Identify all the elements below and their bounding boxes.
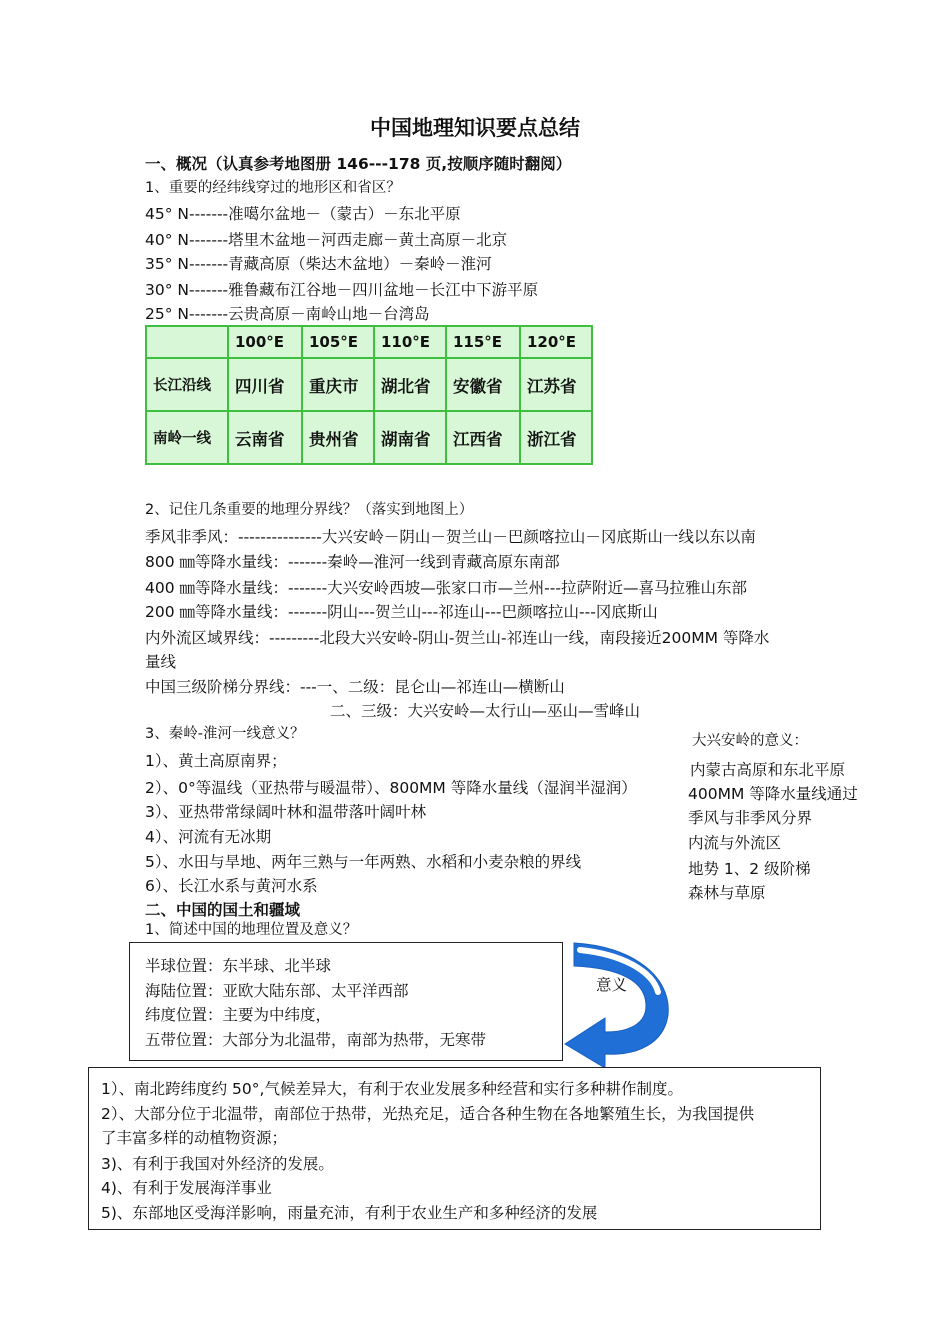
table-cell: 湖北省 (374, 358, 446, 411)
question-3: 3、秦岭-淮河一线意义？ (145, 726, 305, 742)
meaning-item: 5)、东部地区受海洋影响，雨量充沛，有利于农业生产和多种经济的发展 (101, 1204, 598, 1222)
table-header-cell: 105°E (302, 326, 374, 358)
daxinganling-item: 内流与外流区 (688, 834, 782, 852)
section2-heading: 二、中国的国土和疆域 (145, 901, 301, 919)
table-header-cell: 110°E (374, 326, 446, 358)
boundary-line: 400 ㎜等降水量线：-------大兴安岭西坡—张家口市—兰州---拉萨附近—喜马拉雅山东部 (145, 579, 747, 597)
boundary-line: 量线 (145, 653, 177, 671)
qinling-item: 5）、水田与旱地、两年三熟与一年两熟、水稻和小麦杂粮的界线 (145, 853, 582, 871)
boundary-line: 800 ㎜等降水量线：-------秦岭—淮河一线到青藏高原东南部 (145, 553, 560, 571)
boundary-line: 季风非季风：---------------大兴安岭－阴山－贺兰山－巴颜喀拉山－冈底斯山一线以东以南 (145, 528, 756, 546)
table-cell: 云南省 (228, 411, 302, 464)
daxinganling-item: 地势 1、2 级阶梯 (688, 860, 811, 878)
daxinganling-item: 森林与草原 (688, 884, 766, 902)
table-row-label: 长江沿线 (146, 358, 228, 411)
curved-arrow-icon (560, 940, 680, 1070)
position-box (129, 942, 563, 1061)
boundary-line: 200 ㎜等降水量线：-------阴山---贺兰山---祁连山---巴颜喀拉山---冈底斯山 (145, 603, 658, 621)
section1-heading: 一、概况（认真参考地图册 146---178 页,按顺序随时翻阅） (145, 155, 572, 173)
position-item: 海陆位置：亚欧大陆东部、太平洋西部 (145, 982, 409, 1000)
table-cell: 浙江省 (520, 411, 592, 464)
meaning-item: 了丰富多样的动植物资源； (101, 1129, 288, 1147)
latitude-line: 40° N-------塔里木盆地－河西走廊－黄土高原－北京 (145, 231, 508, 249)
table-cell: 湖南省 (374, 411, 446, 464)
longitude-province-table (145, 325, 593, 465)
latitude-line: 35° N-------青藏高原（柴达木盆地）－秦岭－淮河 (145, 255, 492, 273)
meaning-item: 3)、有利于我国对外经济的发展。 (101, 1155, 334, 1173)
table-row (146, 411, 592, 464)
section2-question-1: 1、简述中国的地理位置及意义？ (145, 922, 358, 938)
table-corner-cell (146, 326, 228, 358)
table-header-cell: 100°E (228, 326, 302, 358)
qinling-item: 2）、0°等温线（亚热带与暖温带）、800MM 等降水量线（湿润半湿润） (145, 779, 637, 797)
daxinganling-item: 季风与非季风分界 (688, 809, 813, 827)
table-header-cell: 120°E (520, 326, 592, 358)
meaning-box (88, 1067, 821, 1230)
table-cell: 安徽省 (446, 358, 520, 411)
position-item: 纬度位置：主要为中纬度， (145, 1006, 332, 1024)
table-header-cell: 115°E (446, 326, 520, 358)
qinling-item: 1）、黄土高原南界； (145, 752, 287, 770)
position-item: 半球位置：东半球、北半球 (145, 957, 332, 975)
daxinganling-item: 内蒙古高原和东北平原 (690, 761, 846, 779)
qinling-item: 6）、长江水系与黄河水系 (145, 877, 318, 895)
table-cell: 四川省 (228, 358, 302, 411)
daxinganling-title: 大兴安岭的意义： (692, 733, 808, 749)
daxinganling-item: 400MM 等降水量线通过 (688, 785, 858, 803)
latitude-line: 45° N-------准噶尔盆地－（蒙古）－东北平原 (145, 205, 461, 223)
boundary-line: 内外流区域界线：---------北段大兴安岭-阴山-贺兰山-祁连山一线，南段接近200MM 等降水 (145, 629, 770, 647)
page-title: 中国地理知识要点总结 (370, 116, 580, 140)
boundary-line: 中国三级阶梯分界线：---一、二级：昆仑山—祁连山—横断山 (145, 678, 565, 696)
qinling-item: 4）、河流有无冰期 (145, 828, 272, 846)
meaning-item: 4)、有利于发展海洋事业 (101, 1179, 272, 1197)
table-cell: 江西省 (446, 411, 520, 464)
latitude-line: 30° N-------雅鲁藏布江谷地－四川盆地－长江中下游平原 (145, 281, 539, 299)
table-cell: 贵州省 (302, 411, 374, 464)
qinling-item: 3）、亚热带常绿阔叶林和温带落叶阔叶林 (145, 803, 427, 821)
table-cell: 江苏省 (520, 358, 592, 411)
latitude-line: 25° N-------云贵高原－南岭山地－台湾岛 (145, 305, 430, 323)
question-1: 1、重要的经纬线穿过的地形区和省区？ (145, 180, 401, 196)
arrow-label: 意义 (596, 976, 628, 994)
boundary-line: 二、三级：大兴安岭—太行山—巫山—雪峰山 (330, 702, 641, 720)
table-cell: 重庆市 (302, 358, 374, 411)
table-row (146, 358, 592, 411)
meaning-item: 2）、大部分位于北温带，南部位于热带，光热充足，适合各种生物在各地繁殖生长，为我国提供 (101, 1105, 755, 1123)
table-row-label: 南岭一线 (146, 411, 228, 464)
question-2: 2、记住几条重要的地理分界线？（落实到地图上） (145, 502, 474, 518)
meaning-item: 1）、南北跨纬度约 50°,气候差异大，有利于农业发展多种经营和实行多种耕作制度。 (101, 1080, 683, 1098)
position-item: 五带位置：大部分为北温带，南部为热带，无寒带 (145, 1031, 487, 1049)
